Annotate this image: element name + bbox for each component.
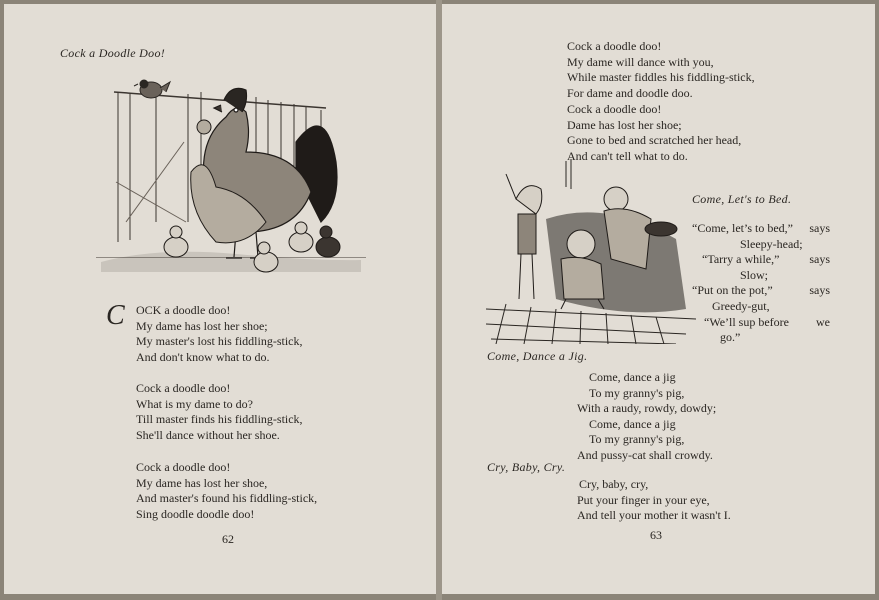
left-page: [4, 4, 436, 594]
stanza-2: [136, 381, 303, 443]
drop-cap: C: [106, 300, 125, 331]
verse-line: Gone to bed and scratched her head,: [567, 133, 742, 148]
verse-line: And pussy-cat shall crowdy.: [577, 447, 713, 462]
verse-line: Dame has lost her shoe;: [567, 117, 682, 132]
verse-line: To my granny's pig,: [589, 385, 685, 400]
verse-text: says: [809, 252, 830, 267]
verse-text: “Put on the pot,”: [692, 283, 773, 298]
verse-line: [692, 221, 830, 237]
verse-line: While master fiddles his fiddling-stick,: [567, 70, 755, 85]
verse-line: Cock a doodle doo!: [567, 39, 662, 53]
verse-line: And tell your mother it wasn't I.: [577, 508, 731, 523]
verse-text: says: [809, 221, 830, 235]
verse-line: Cry, baby, cry,: [579, 477, 649, 491]
verse-line: My master's lost his fiddling-stick,: [136, 334, 303, 349]
poem-title-come-lets-to-bed: Come, Let's to Bed.: [692, 192, 792, 206]
verse-line: She'll dance without her shoe.: [136, 427, 280, 442]
verse-line: Greedy-gut,: [712, 298, 770, 313]
verse-text: says: [809, 283, 830, 298]
stanza-1: [136, 303, 303, 365]
stanza-come-dance-a-jig: [577, 370, 716, 464]
verse-line: go.”: [720, 330, 741, 345]
stanza-3: [136, 460, 317, 522]
page-number-right: 63: [650, 528, 662, 542]
verse-line: To my granny's pig,: [589, 432, 685, 447]
stanza-come-lets-to-bed: [692, 221, 830, 346]
poem-title-cock-a-doodle-doo: Cock a Doodle Doo!: [60, 46, 166, 60]
verse-line: Till master finds his fiddling-stick,: [136, 412, 303, 427]
stanza-4: [567, 39, 755, 101]
verse-line: My dame has lost her shoe,: [136, 475, 268, 490]
verse-line: My dame will dance with you,: [567, 54, 714, 69]
verse-line: Sing doodle doodle doo!: [136, 506, 255, 521]
verse-line: Come, dance a jig: [589, 370, 676, 384]
right-page: [442, 4, 875, 594]
children-bed-illustration: [486, 159, 696, 344]
verse-line: For dame and doodle doo.: [567, 85, 693, 100]
page-number-left: 62: [222, 532, 234, 546]
verse-line: Cock a doodle doo!: [136, 381, 231, 395]
verse-line: Sleepy-head;: [740, 236, 803, 251]
verse-text: “We’ll sup before: [704, 314, 789, 329]
verse-line: My dame has lost her shoe;: [136, 318, 268, 333]
verse-line: Cock a doodle doo!: [567, 102, 662, 116]
rooster-illustration: [96, 72, 366, 287]
verse-line: And don't know what to do.: [136, 349, 270, 364]
verse-line: [692, 315, 830, 331]
verse-line: And can't tell what to do.: [567, 148, 688, 163]
verse-line: [692, 283, 830, 299]
verse-text: “Tarry a while,”: [702, 252, 780, 267]
poem-title-cry-baby-cry: Cry, Baby, Cry.: [487, 460, 566, 474]
verse-line: OCK a doodle doo!: [136, 303, 231, 317]
verse-line: And master's found his fiddling-stick,: [136, 491, 318, 506]
verse-text: “Come, let’s to bed,”: [692, 221, 793, 235]
verse-line: [692, 252, 830, 268]
verse-line: Come, dance a jig: [589, 416, 676, 431]
verse-text: we: [816, 314, 830, 329]
stanza-cry-baby-cry: [577, 477, 731, 524]
verse-line: Put your finger in your eye,: [577, 492, 710, 507]
verse-line: What is my dame to do?: [136, 396, 253, 411]
verse-line: Cock a doodle doo!: [136, 460, 231, 474]
poem-title-come-dance-a-jig: Come, Dance a Jig.: [487, 349, 588, 363]
verse-line: With a raudy, rowdy, dowdy;: [577, 401, 717, 416]
stanza-5: [567, 102, 741, 164]
verse-line: Slow;: [740, 267, 769, 282]
